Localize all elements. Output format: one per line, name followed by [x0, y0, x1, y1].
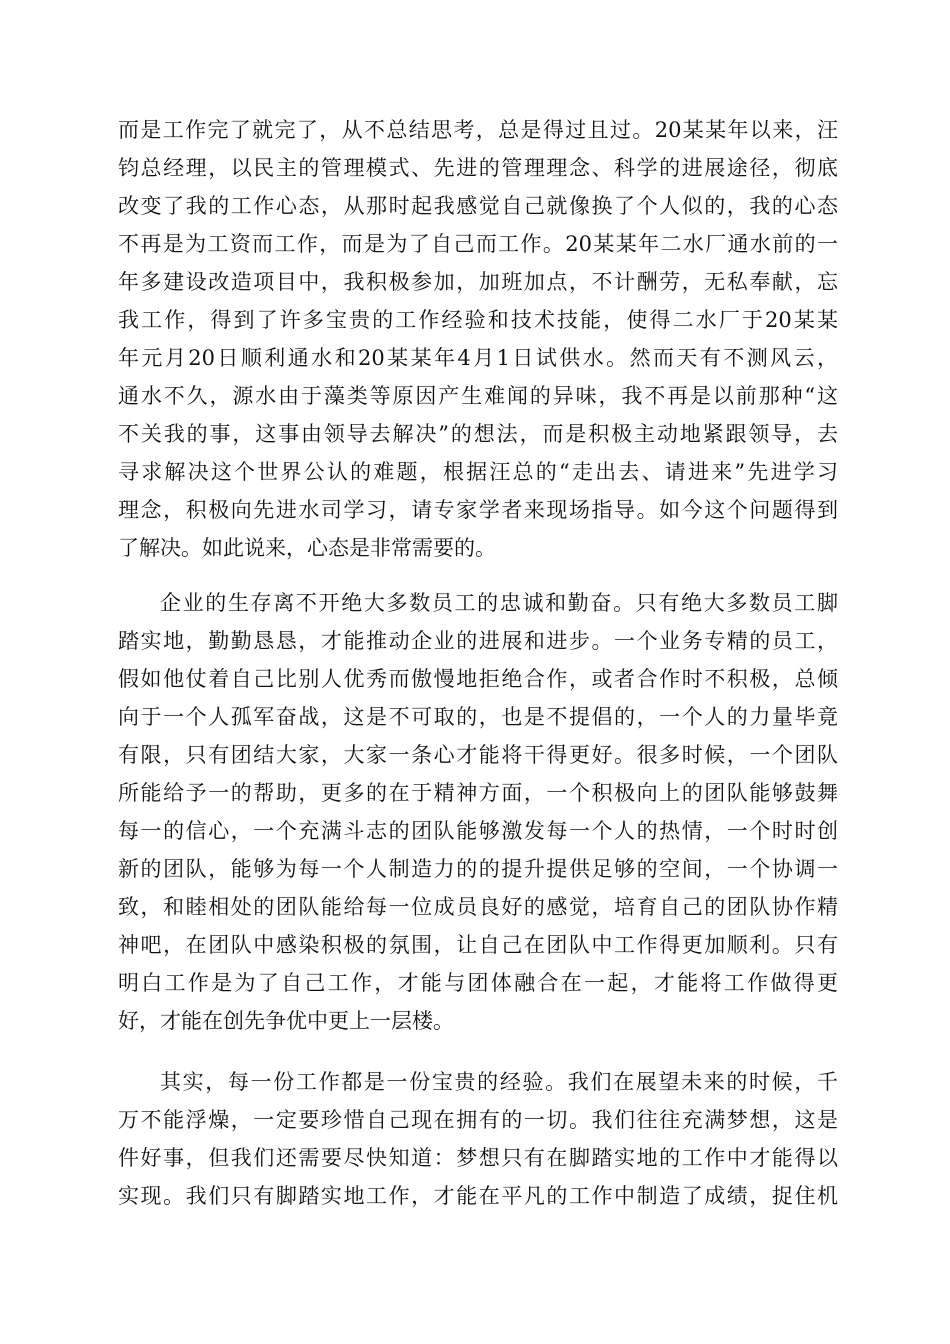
- paragraph-line: 假如他仗着自己比别人优秀而傲慢地拒绝合作，或者合作时不积极，总倾: [118, 667, 838, 691]
- paragraph-line: 明白工作是为了自己工作，才能与团体融合在一起，才能将工作做得更: [118, 971, 838, 995]
- paragraph-line: 企业的生存离不开绝大多数员工的忠诚和勤奋。只有绝大多数员工脚: [160, 591, 838, 615]
- paragraph-line: 向于一个人孤军奋战，这是不可取的，也是不提倡的，一个人的力量毕竟: [118, 705, 838, 729]
- paragraph-line: 件好事，但我们还需要尽快知道：梦想只有在脚踏实地的工作中才能得以: [118, 1146, 838, 1170]
- paragraph-line: 寻求解决这个世界公认的难题，根据汪总的“走出去、请进来”先进学习: [118, 460, 838, 484]
- paragraph-line: 通水不久，源水由于藻类等原因产生难闻的异味，我不再是以前那种“这: [118, 384, 838, 408]
- paragraph-line: 年多建设改造项目中，我积极参加，加班加点，不计酬劳，无私奉献，忘: [118, 270, 838, 294]
- paragraph-line: 改变了我的工作心态，从那时起我感觉自己就像换了个人似的，我的心态: [118, 194, 838, 218]
- paragraph-line: 了解决。如此说来，心态是非常需要的。: [118, 536, 496, 560]
- paragraph-line: 致，和睦相处的团队能给每一位成员良好的感觉，培育自己的团队协作精: [118, 895, 838, 919]
- paragraph-line: 钧总经理，以民主的管理模式、先进的管理理念、科学的进展途径，彻底: [118, 156, 838, 180]
- paragraph-2: [118, 584, 838, 1040]
- paragraph-line: 好，才能在创先争优中更上一层楼。: [118, 1009, 454, 1033]
- paragraph-line: 每一的信心，一个充满斗志的团队能够激发每一个人的热情，一个时时创: [118, 819, 838, 843]
- paragraph-line: 实现。我们只有脚踏实地工作，才能在平凡的工作中制造了成绩，捉住机: [118, 1184, 838, 1208]
- paragraph-line: 万不能浮燥，一定要珍惜自己现在拥有的一切。我们往往充满梦想，这是: [118, 1108, 838, 1132]
- paragraph-line: 其实，每一份工作都是一份宝贵的经验。我们在展望未来的时候，千: [160, 1070, 838, 1094]
- paragraph-line: 年元月20日顺利通水和20某某年4月1日试供水。然而天有不测风云，: [118, 346, 838, 370]
- paragraph-3: [118, 1063, 838, 1215]
- paragraph-line: 新的团队，能够为每一个人制造力的的提升提供足够的空间，一个协调一: [118, 857, 838, 881]
- paragraph-line: 所能给予一的帮助，更多的在于精神方面，一个积极向上的团队能够鼓舞: [118, 781, 838, 805]
- paragraph-line: 我工作，得到了许多宝贵的工作经验和技术技能，使得二水厂于20某某: [118, 308, 838, 332]
- paragraph-line: 踏实地，勤勤恳恳，才能推动企业的进展和进步。一个业务专精的员工，: [118, 629, 838, 653]
- paragraph-line: 不再是为工资而工作，而是为了自己而工作。20某某年二水厂通水前的一: [118, 232, 838, 256]
- paragraph-1: [118, 111, 838, 567]
- paragraph-line: 不关我的事，这事由领导去解决”的想法，而是积极主动地紧跟领导，去: [118, 422, 838, 446]
- paragraph-line: 神吧，在团队中感染积极的氛围，让自己在团队中工作得更加顺利。只有: [118, 933, 838, 957]
- paragraph-line: 理念，积极向先进水司学习，请专家学者来现场指导。如今这个问题得到: [118, 498, 838, 522]
- paragraph-line: 而是工作完了就完了，从不总结思考，总是得过且过。20某某年以来，汪: [118, 118, 838, 142]
- paragraph-line: 有限，只有团结大家，大家一条心才能将干得更好。很多时候，一个团队: [118, 743, 838, 767]
